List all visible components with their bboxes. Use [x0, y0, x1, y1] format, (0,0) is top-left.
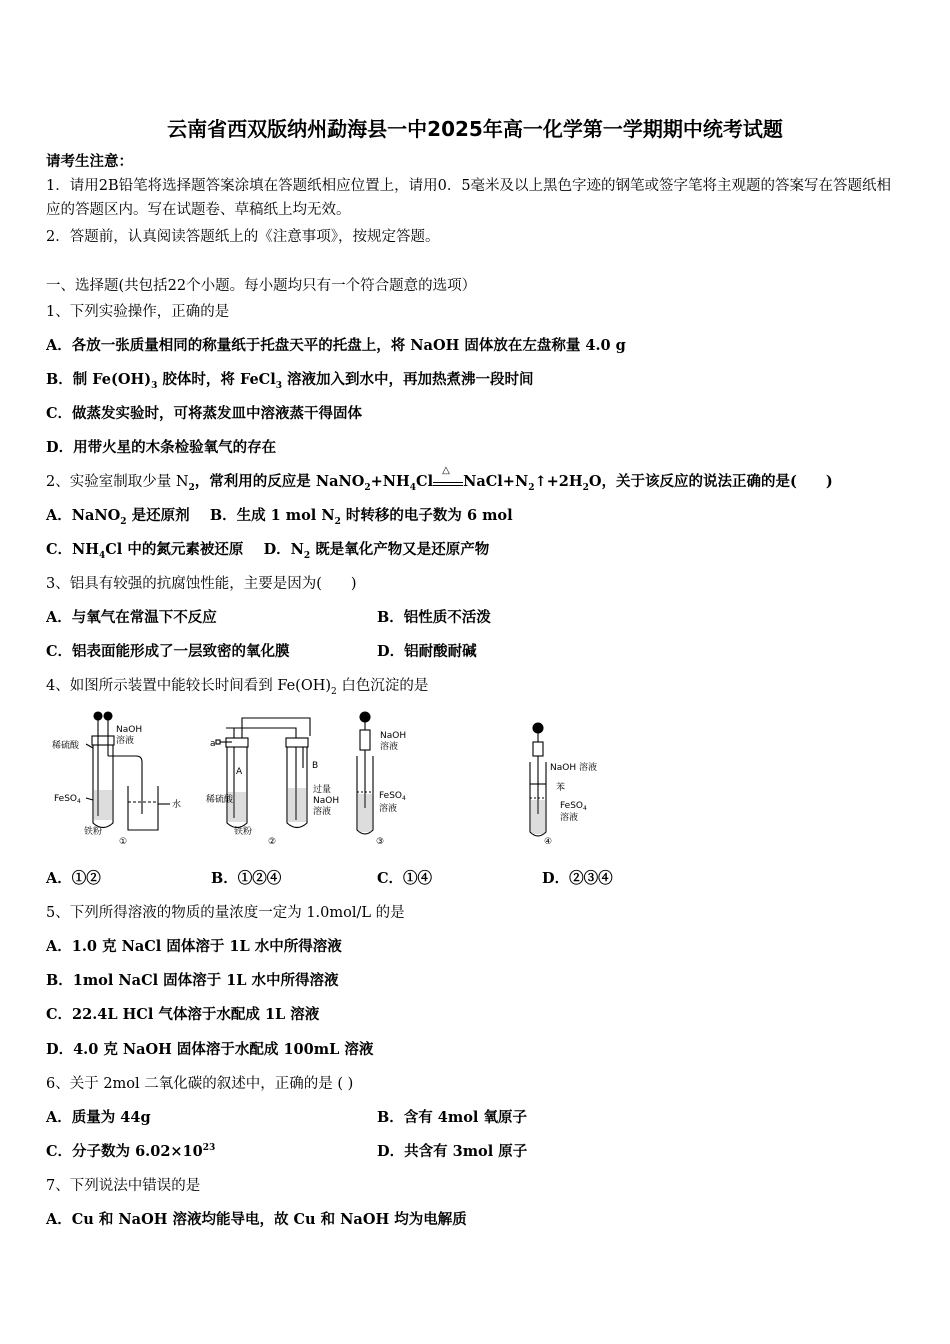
notice-heading: 请考生注意：	[46, 153, 133, 170]
q5-option-b: B．1mol NaCl 固体溶于 1L 水中所得溶液	[46, 972, 339, 989]
fig1-acid-label: 稀硫酸	[52, 741, 80, 751]
q4-option-c: C．①④	[377, 870, 433, 887]
fig3-number: ③	[376, 837, 385, 847]
q2-stem: 2、实验室制取少量 $N_2$，常利用的反应是 $NaNO_2+NH_4Cl$ △ $NaCl+N_2↑+2H_2O$，关于该反应的说法正确的是( )	[46, 465, 833, 493]
heat-condition-mark: △	[433, 473, 463, 486]
q5-stem: 5、下列所得溶液的物质的量浓度一定为 1.0mol/L 的是	[46, 905, 405, 921]
fig2-excess-label: 过量	[313, 785, 332, 795]
q2-options-ab: A．NaNO$_2$ 是还原剂 B．生成 1 mol $N_2$ 时转移的电子数为 6 mol	[46, 507, 513, 527]
q6-option-c: C．分子数为 $6.02\times 10^{23}$	[46, 1143, 216, 1160]
section-heading: 一、选择题(共包括22个小题。每小题均只有一个符合题意的选项）	[46, 278, 477, 294]
q2-options-cd: C．$NH_4Cl$ 中的氮元素被还原 D．$N_2$ 既是氧化产物又是还原产物	[46, 541, 490, 561]
fig4-naoh-label: NaOH 溶液	[550, 763, 597, 773]
notice-item-2: 2．答题前，认真阅读答题纸上的《注意事项》，按规定答题。	[46, 229, 440, 245]
q1-option-c: C．做蒸发实验时，可将蒸发皿中溶液蒸干得固体	[46, 405, 363, 422]
q5-option-d: D．4.0 克 NaOH 固体溶于水配成 100mL 溶液	[46, 1041, 374, 1058]
fig1-solution-label: 溶液	[116, 736, 135, 746]
fig1-water-label: 水	[172, 800, 182, 810]
fig3-feso4-label: FeSO$_4$	[379, 791, 406, 802]
fig2-a-label: a	[210, 739, 216, 749]
q1-stem: 1、下列实验操作，正确的是	[46, 304, 230, 320]
q6-option-d: D．共含有 3mol 原子	[377, 1143, 528, 1160]
q6-option-a: A．质量为 44g	[46, 1109, 151, 1126]
q4-stem: 4、如图所示装置中能较长时间看到 $Fe(OH)_2$ 白色沉淀的是	[46, 678, 429, 697]
fig2-iron-label: 铁粉	[234, 827, 253, 837]
fig4-feso4-label: FeSO$_4$	[560, 801, 587, 812]
fig1-feso4-label: FeSO$_4$	[54, 794, 81, 805]
notice-item-1: 1．请用2B铅笔将选择题答案涂填在答题纸相应位置上，请用0．5毫米及以上黑色字迹的钢笔或签字笔将主观题的答案写在答题纸相应的答题区内。写在试题卷、草稿纸上均无效。	[46, 178, 892, 218]
q3-option-b: B．铝性质不活泼	[377, 609, 491, 626]
q5-option-a: A．1.0 克 NaCl 固体溶于 1L 水中所得溶液	[46, 938, 342, 955]
q3-option-d: D．铝耐酸耐碱	[377, 643, 477, 660]
fig1-naoh-label: NaOH	[116, 725, 143, 735]
q7-stem: 7、下列说法中错误的是	[46, 1178, 201, 1194]
q7-option-a: A．Cu 和 NaOH 溶液均能导电，故 Cu 和 NaOH 均为电解质	[46, 1211, 467, 1228]
fig2-acid-label: 稀硫酸	[206, 795, 234, 805]
q1-option-b: B．制 $Fe(OH)_3$ 胶体时，将 FeCl$_3$ 溶液加入到水中，再加热煮沸一段时间	[46, 371, 534, 391]
fig3-naoh-label: NaOH	[380, 731, 407, 741]
q1-option-d: D．用带火星的木条检验氧气的存在	[46, 439, 277, 456]
fig4-number: ④	[544, 837, 553, 847]
fig2-A-label: A	[236, 767, 243, 777]
fig2-B-label: B	[312, 761, 319, 771]
q3-stem: 3、铝具有较强的抗腐蚀性能，主要是因为( )	[46, 576, 357, 592]
fig3-solution-b-label: 溶液	[379, 804, 398, 814]
apparatus-figure	[46, 708, 626, 852]
q3-option-c: C．铝表面能形成了一层致密的氧化膜	[46, 643, 290, 660]
fig1-number: ①	[119, 837, 128, 847]
q1-option-a: A．各放一张质量相同的称量纸于托盘天平的托盘上，将 NaOH 固体放在左盘称量 4.0 g	[46, 337, 626, 354]
fig4-benzene-label: 苯	[556, 783, 566, 793]
fig4-solution-label: 溶液	[560, 813, 579, 823]
fig2-number: ②	[268, 837, 277, 847]
fig2-solution-label: 溶液	[313, 807, 332, 817]
fig3-solution-label: 溶液	[380, 742, 399, 752]
q6-stem: 6、关于 2mol 二氧化碳的叙述中，正确的是 ( )	[46, 1076, 354, 1092]
fig1-iron-label: 铁粉	[84, 827, 103, 837]
q6-option-b: B．含有 4mol 氧原子	[377, 1109, 527, 1126]
page-title: 云南省西双版纳州勐海县一中2025年高一化学第一学期期中统考试题	[167, 117, 783, 141]
q4-option-a: A．①②	[46, 870, 101, 887]
q3-option-a: A．与氧气在常温下不反应	[46, 609, 217, 626]
fig2-naoh-label: NaOH	[313, 796, 340, 806]
q4-option-b: B．①②④	[211, 870, 282, 887]
q5-option-c: C．22.4L HCl 气体溶于水配成 1L 溶液	[46, 1006, 320, 1023]
q4-option-d: D．②③④	[542, 870, 613, 887]
